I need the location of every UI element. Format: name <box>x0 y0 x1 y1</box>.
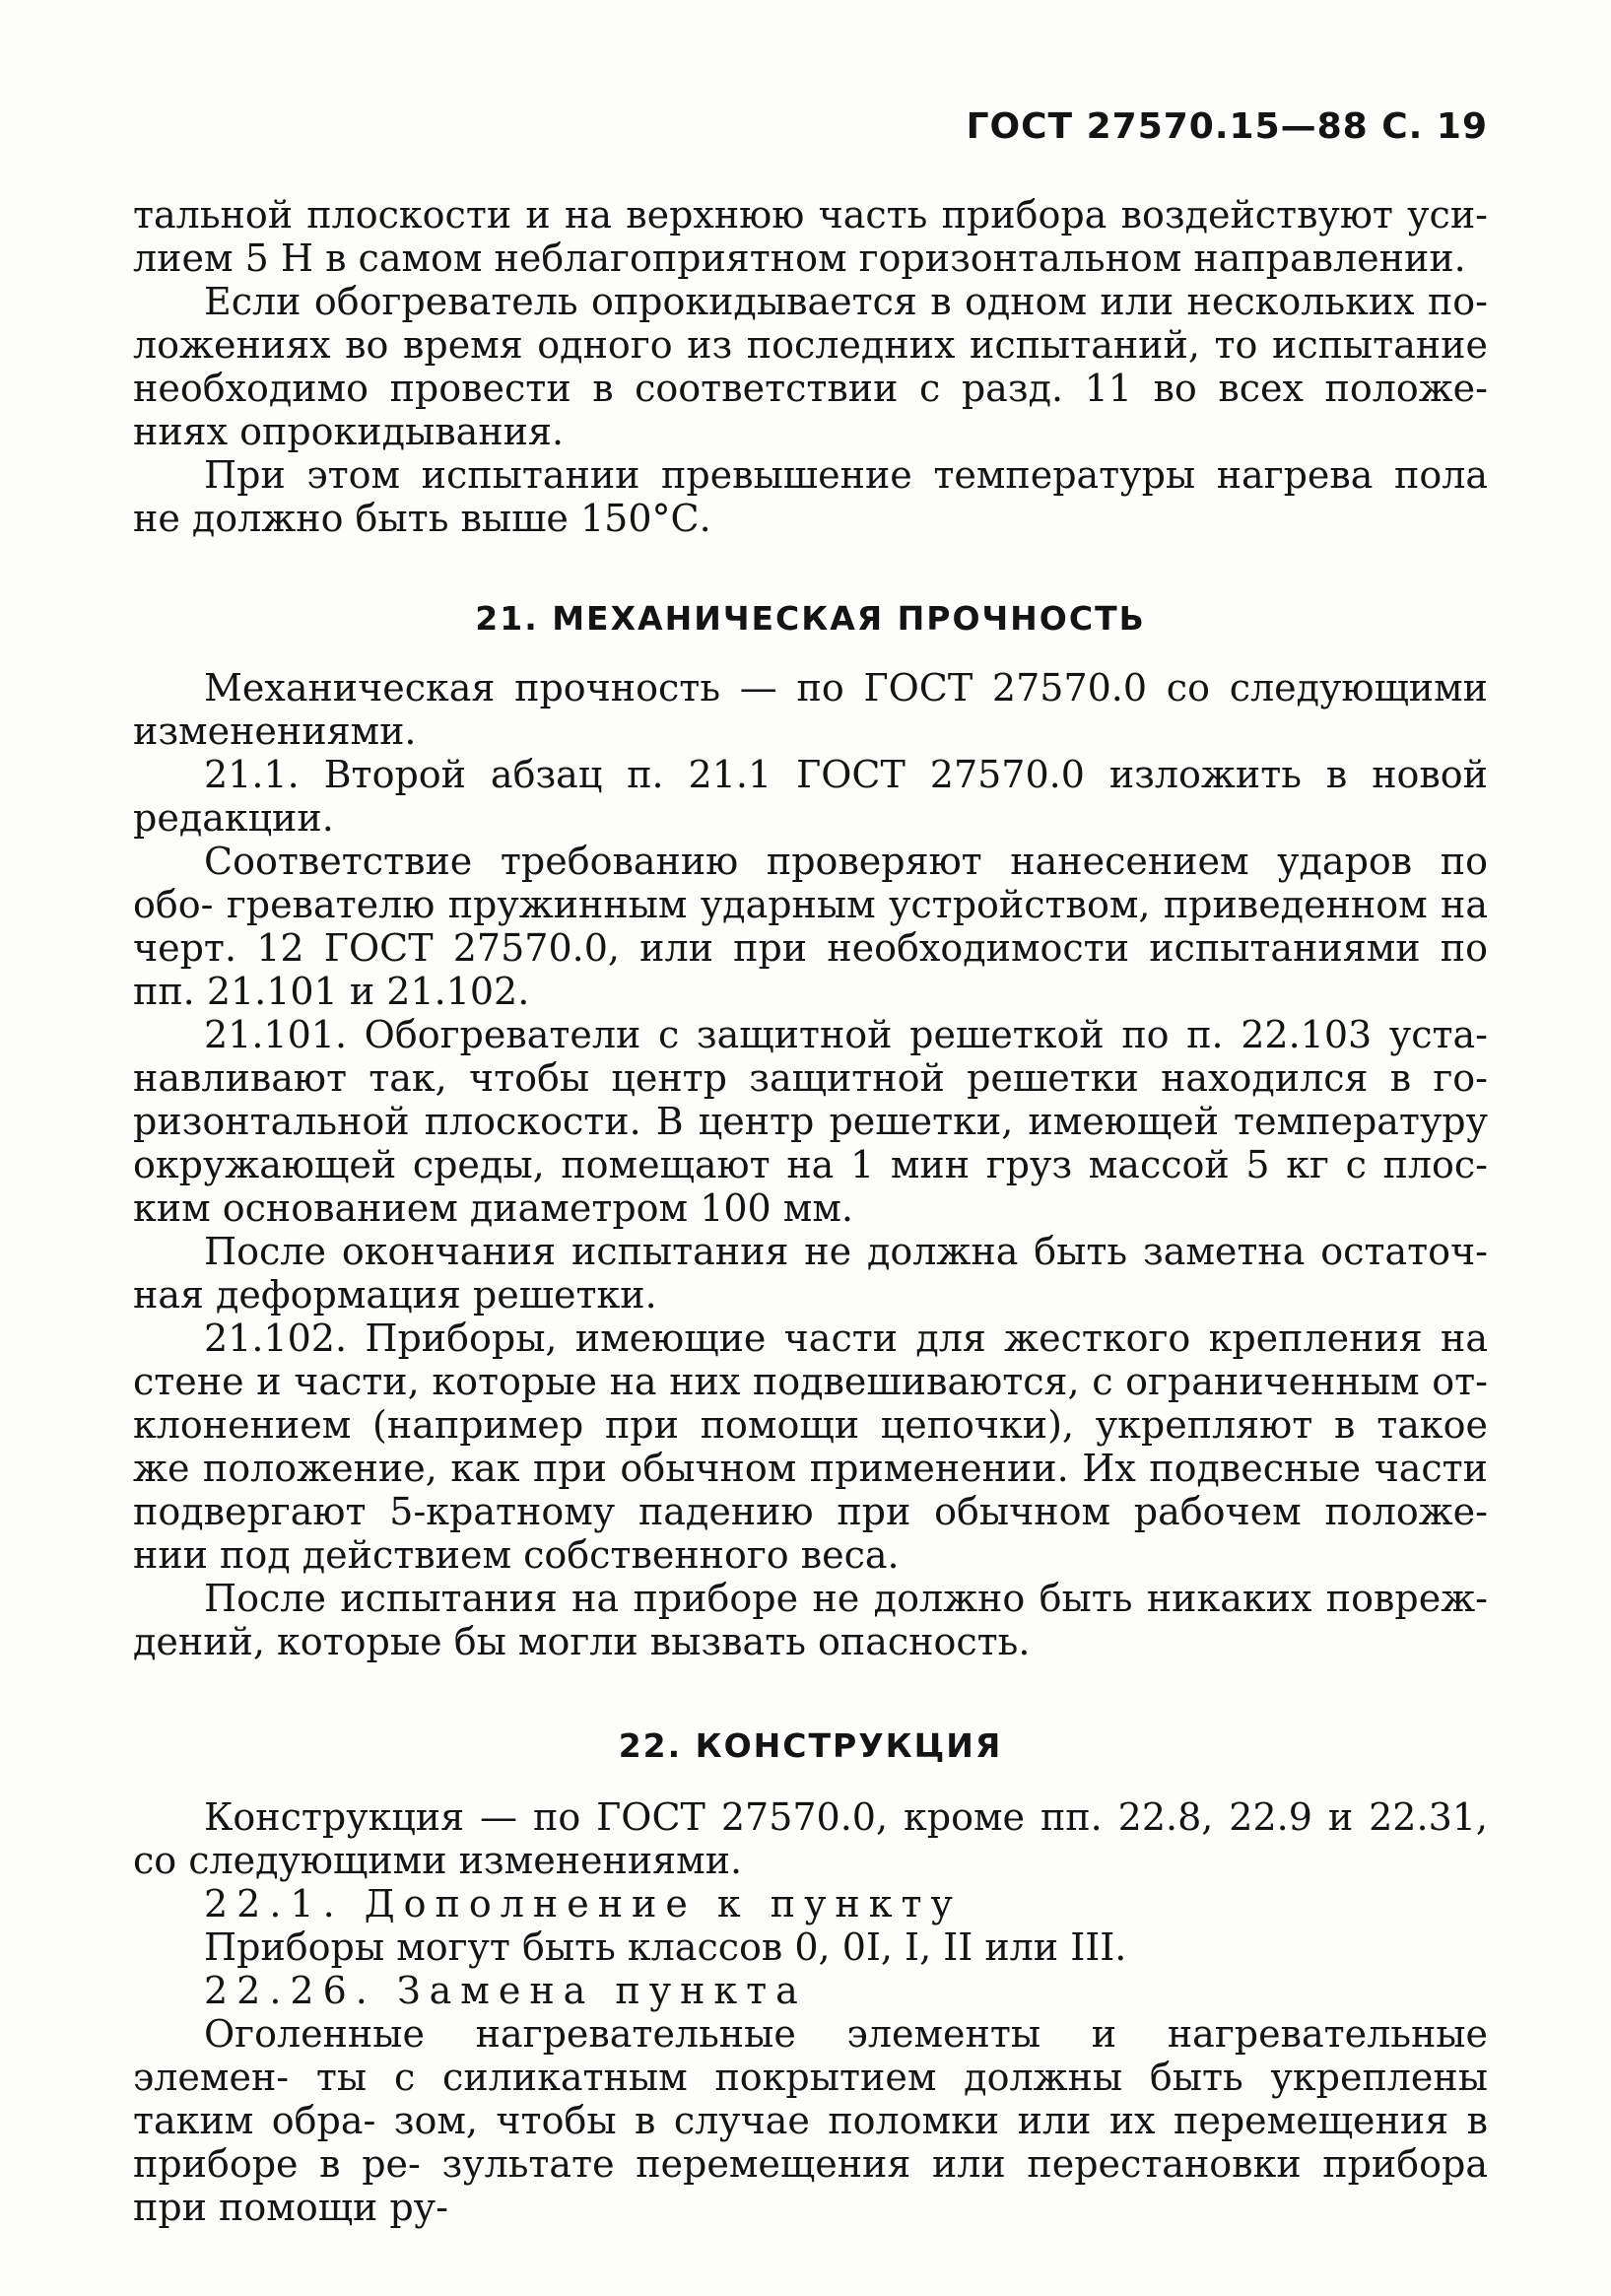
page-header: ГОСТ 27570.15—88 С. 19 <box>966 106 1488 147</box>
paragraph: Оголенные нагревательные элементы и нагревательные элемен- ты с силикатным покрытием должны быть укреплены таким обра- зом, чтобы в случае поломки или их перемещения в приборе в ре- зультате перемещения или перестановки прибора при помощи ру- <box>133 2012 1488 2229</box>
item-label: 22.1. Дополнение к пункту <box>204 1882 962 1925</box>
paragraph: Конструкция — по ГОСТ 27570.0, кроме пп. 22.8, 22.9 и 22.31, со следующими изменениями. <box>133 1795 1488 1882</box>
paragraph: Механическая прочность — по ГОСТ 27570.0 со следующими изменениями. <box>133 666 1488 753</box>
section-21-body <box>133 666 1488 1663</box>
item-label: 22.26. Замена пункта <box>204 1969 807 2012</box>
paragraph: Приборы могут быть классов 0, 0I, I, II или III. <box>204 1925 1127 1969</box>
section-21-heading: 21. МЕХАНИЧЕСКАЯ ПРОЧНОСТЬ <box>475 599 1146 638</box>
continuation-block <box>133 193 1488 540</box>
paragraph: После испытания на приборе не должно быть никаких повреж- дений, которые бы могли вызвать опасность. <box>133 1577 1488 1663</box>
paragraph: При этом испытании превышение температуры нагрева пола не должно быть выше 150°С. <box>133 453 1488 540</box>
section-22-body <box>133 1795 1488 2229</box>
paragraph: После окончания испытания не должна быть заметна остаточ- ная деформация решетки. <box>133 1230 1488 1317</box>
paragraph: 21.1. Второй абзац п. 21.1 ГОСТ 27570.0 изложить в новой редакции. <box>133 753 1488 840</box>
paragraph: Если обогреватель опрокидывается в одном или нескольких по- ложениях во время одного из последних испытаний, то испытание необходимо провести в соответствии с разд. 11 во всех положе- ниях опрокидывания. <box>133 280 1488 453</box>
section-22-heading: 22. КОНСТРУКЦИЯ <box>618 1726 1003 1765</box>
paragraph: Соответствие требованию проверяют нанесением ударов по обо- гревателю пружинным ударным устройством, приведенном на черт. 12 ГОСТ 27570.0, или при необходимости испытаниями по пп. 21.101 и 21.102. <box>133 840 1488 1013</box>
paragraph: 21.101. Обогреватели с защитной решеткой по п. 22.103 уста- навливают так, чтобы центр защитной решетки находился в го- ризонтальной плоскости. В центр решетки, имеющей температуру окружающей среды, помещают на 1 мин груз массой 5 кг с плос- ким основанием диаметром 100 мм. <box>133 1013 1488 1230</box>
paragraph: тальной плоскости и на верхнюю часть прибора воздействуют уси- лием 5 Н в самом неблагоприятном горизонтальном направлении. <box>133 193 1488 280</box>
paragraph: 21.102. Приборы, имеющие части для жесткого крепления на стене и части, которые на них подвешиваются, с ограниченным от- клонением (например при помощи цепочки), укрепляют в такое же положение, как при обычном применении. Их подвесные части подвергают 5-кратному падению при обычном рабочем положе- нии под действием собственного веса. <box>133 1317 1488 1577</box>
